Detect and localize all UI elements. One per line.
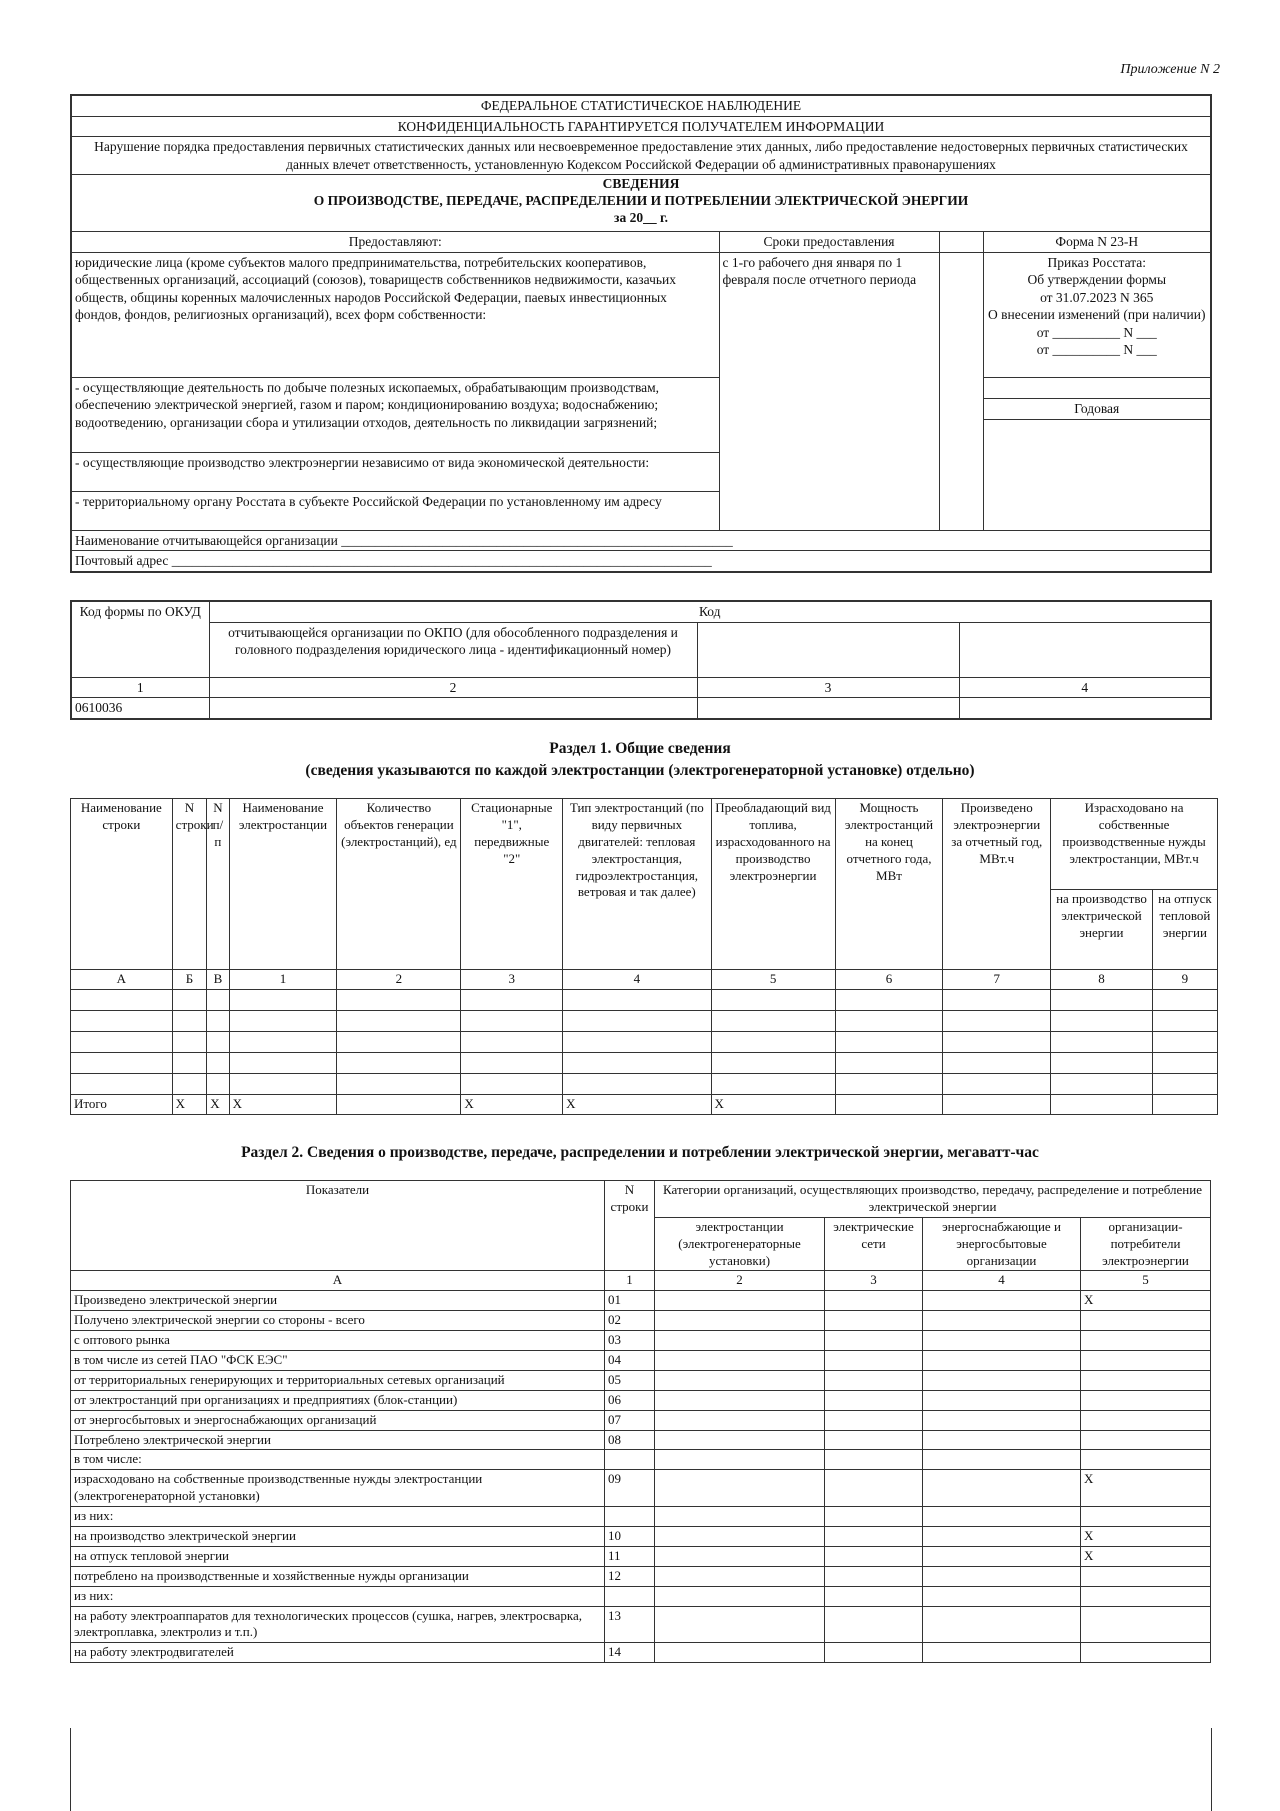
value-cell-grids [825,1430,923,1450]
value-cell-power-stations [655,1351,825,1371]
s1-blank-row [71,989,1218,1010]
value-cell-consumers [1081,1311,1211,1331]
codes-table [70,600,1212,720]
continued-table-edge [70,1728,1212,1811]
s1-h-own-needs: Израсходовано на собственные производственные нужды электростанции, МВт.ч [1051,799,1218,890]
table-row [71,1606,1211,1643]
indicator-label: Потреблено электрической энергии [71,1430,605,1450]
s2-h-suppliers: энергоснабжающие и энергосбытовые организации [923,1217,1081,1271]
value-cell-consumers [1081,1643,1211,1663]
periodicity-blank [984,378,1211,399]
value-cell-consumers [1081,1507,1211,1527]
value-cell-consumers [1081,1390,1211,1410]
s1-code-cell: 4 [563,970,711,990]
line-number: 14 [605,1643,655,1663]
value-cell-grids [825,1370,923,1390]
indicator-label: с оптового рынка [71,1331,605,1351]
liability-warning: Нарушение порядка предоставления первичных статистических данных или несвоевременное предоставление этих данных, либо предоставление недостоверных первичных статистических данных влечет ответственность, установленную Кодексом Российской Федерации об административных правонарушениях [71,137,1211,175]
table-row [71,1546,1211,1566]
s1-code-cell: А [71,970,173,990]
s1-code-cell: 8 [1051,970,1153,990]
order-line-6: от __________ N ___ [1036,342,1157,358]
value-cell-consumers [1081,1566,1211,1586]
value-cell-power-stations [655,1410,825,1430]
s1-total-cell [1051,1094,1153,1114]
table-row [71,1450,1211,1470]
value-cell-power-stations [655,1470,825,1507]
indicator-label: потреблено на производственные и хозяйственные нужды организации [71,1566,605,1586]
line-number: 09 [605,1470,655,1507]
s1-total-cell [835,1094,943,1114]
value-cell-suppliers [923,1450,1081,1470]
indicator-label: на производство электрической энергии [71,1527,605,1547]
order-line-2: Об утверждении формы [1027,272,1167,288]
line-number [605,1586,655,1606]
line-number: 12 [605,1566,655,1586]
value-cell-grids [825,1351,923,1371]
value-cell-suppliers [923,1430,1081,1450]
value-cell-consumers: X [1081,1546,1211,1566]
line-number: 03 [605,1331,655,1351]
s1-h-own-needs-production: на производство электрической энергии [1051,890,1153,970]
section2-title: Раздел 2. Сведения о производстве, передаче, распределении и потреблении электрической энергии, мегаватт-час [241,1144,1039,1161]
table-row [71,1586,1211,1606]
s2-h-categories: Категории организаций, осуществляющих производство, передачу, распределение и потребление электрической энергии [655,1181,1211,1218]
value-cell-suppliers [923,1643,1081,1663]
submitter-text-1: юридические лица (кроме субъектов малого предпринимательства, потребительских кооперативов, общественных организаций, ассоциаций (союзов), товариществ собственников недвижимости, казачьих обществ, общины коренных малочисленных народов Российской Федерации, паевых инвестиционных фондов, фондов, религиозных организаций), всех форм собственности: [71,252,719,377]
value-cell-consumers [1081,1331,1211,1351]
value-cell-suppliers [923,1527,1081,1547]
value-cell-grids [825,1311,923,1331]
s2-code-cell: 1 [605,1271,655,1291]
code-value-4 [959,698,1211,719]
code-num-4: 4 [959,677,1211,698]
s1-total-cell: X [563,1094,711,1114]
value-cell-consumers: X [1081,1470,1211,1507]
value-cell-grids [825,1331,923,1351]
s2-h-line-no: N строки [605,1181,655,1271]
table-row [71,1566,1211,1586]
value-cell-consumers [1081,1450,1211,1470]
code-blank-3 [697,622,959,677]
code-num-2: 2 [209,677,697,698]
form-title [71,175,1211,232]
indicator-label: Получено электрической энергии со стороны - всего [71,1311,605,1331]
value-cell-grids [825,1566,923,1586]
s1-h-fuel: Преобладающий вид топлива, израсходованного на производство электроэнергии [711,799,835,970]
s1-total-cell: X [207,1094,229,1114]
code-label: Код [209,601,1211,622]
s1-total-cell: X [172,1094,207,1114]
s1-total-cell: X [229,1094,337,1114]
value-cell-grids [825,1606,923,1643]
s1-total-cell: X [711,1094,835,1114]
table-row [71,1331,1211,1351]
indicator-label: в том числе: [71,1450,605,1470]
indicator-label: израсходовано на собственные производственные нужды электростанции (электрогенераторной установки) [71,1470,605,1507]
table-row [71,1291,1211,1311]
form-title-line-2: О ПРОИЗВОДСТВЕ, ПЕРЕДАЧЕ, РАСПРЕДЕЛЕНИИ И ПОТРЕБЛЕНИИ ЭЛЕКТРИЧЕСКОЙ ЭНЕРГИИ [313,193,969,209]
value-cell-power-stations [655,1546,825,1566]
indicator-label: на работу электроаппаратов для технологических процессов (сушка, нагрев, электросварка, электроплавка, электролиз и т.п.) [71,1606,605,1643]
s1-code-cell: Б [172,970,207,990]
section1-title-line-1: Раздел 1. Общие сведения [549,740,731,757]
s2-body [71,1291,1211,1663]
section1-table [70,798,1218,1115]
value-cell-suppliers [923,1566,1081,1586]
order-line-3: от 31.07.2023 N 365 [1040,289,1154,305]
line-number: 01 [605,1291,655,1311]
value-cell-suppliers [923,1351,1081,1371]
s1-code-cell: 5 [711,970,835,990]
col-form-number: Форма N 23-Н [983,232,1211,253]
confidentiality-notice: КОНФИДЕНЦИАЛЬНОСТЬ ГАРАНТИРУЕТСЯ ПОЛУЧАТЕЛЕМ ИНФОРМАЦИИ [71,116,1211,137]
line-number: 13 [605,1606,655,1643]
indicator-label: от электростанций при организациях и предприятиях (блок-станции) [71,1390,605,1410]
line-number [605,1507,655,1527]
table-row [71,1430,1211,1450]
s1-h-item-no: N п/п [207,799,229,970]
form-header-table [70,94,1212,573]
value-cell-power-stations [655,1370,825,1390]
value-cell-power-stations [655,1291,825,1311]
s1-blank-row [71,1010,1218,1031]
value-cell-power-stations [655,1311,825,1331]
value-cell-consumers: X [1081,1527,1211,1547]
value-cell-consumers [1081,1351,1211,1371]
s1-code-cell: 7 [943,970,1051,990]
submitter-text-4: - территориальному органу Росстата в субъекте Российской Федерации по установленному им адресу [71,491,719,530]
table-row [71,1410,1211,1430]
s1-blank-row [71,1052,1218,1073]
value-cell-consumers [1081,1430,1211,1450]
s2-codes-row [71,1271,1211,1291]
s2-code-cell: 2 [655,1271,825,1291]
value-cell-suppliers [923,1311,1081,1331]
line-number: 11 [605,1546,655,1566]
table-row [71,1311,1211,1331]
value-cell-grids [825,1643,923,1663]
section2-table [70,1180,1211,1663]
value-cell-power-stations [655,1430,825,1450]
code-num-1: 1 [71,677,209,698]
line-number: 10 [605,1527,655,1547]
table-row [71,1527,1211,1547]
s2-h-power-stations: электростанции (электрогенераторные установки) [655,1217,825,1271]
order-line-5: от __________ N ___ [1036,324,1157,340]
value-cell-grids [825,1450,923,1470]
s1-code-cell: 6 [835,970,943,990]
submission-terms: с 1-го рабочего дня января по 1 февраля после отчетного периода [719,252,939,530]
value-cell-consumers [1081,1606,1211,1643]
periodicity-value: Годовая [984,399,1211,420]
okpo-value [209,698,697,719]
s1-code-cell: В [207,970,229,990]
s2-code-cell: 3 [825,1271,923,1291]
form-title-line-1: СВЕДЕНИЯ [602,176,680,192]
postal-address: Почтовый адрес ________________________________________________________________________________ [71,551,1211,572]
code-value-3 [697,698,959,719]
s1-total-row [71,1094,1218,1114]
okud-value: 0610036 [71,698,209,719]
indicator-label: от энергосбытовых и энергоснабжающих организаций [71,1410,605,1430]
value-cell-grids [825,1410,923,1430]
federal-observation-title: ФЕДЕРАЛЬНОЕ СТАТИСТИЧЕСКОЕ НАБЛЮДЕНИЕ [71,95,1211,116]
value-cell-suppliers [923,1370,1081,1390]
table-row [71,1507,1211,1527]
line-number [605,1450,655,1470]
indicator-label: на отпуск тепловой энергии [71,1546,605,1566]
table-row [71,1351,1211,1371]
submitter-text-3: - осуществляющие производство электроэнергии независимо от вида экономической деятельности: [71,452,719,491]
value-cell-grids [825,1546,923,1566]
s1-blank-row [71,1031,1218,1052]
value-cell-power-stations [655,1527,825,1547]
line-number: 06 [605,1390,655,1410]
s2-code-cell: 5 [1081,1271,1211,1291]
indicator-label: в том числе из сетей ПАО "ФСК ЕЭС" [71,1351,605,1371]
value-cell-suppliers [923,1410,1081,1430]
value-cell-suppliers [923,1586,1081,1606]
indicator-label: из них: [71,1586,605,1606]
form-title-line-3: за 20__ г. [614,209,668,225]
s1-h-capacity: Мощность электростанций на конец отчетного года, МВт [835,799,943,970]
value-cell-consumers [1081,1410,1211,1430]
s1-blank-row [71,1073,1218,1094]
s1-h-row-name: Наименование строки [71,799,173,970]
indicator-label: Произведено электрической энергии [71,1291,605,1311]
value-cell-suppliers [923,1507,1081,1527]
value-cell-suppliers [923,1546,1081,1566]
value-cell-power-stations [655,1643,825,1663]
indicator-label: из них: [71,1507,605,1527]
value-cell-power-stations [655,1450,825,1470]
blank-column [939,252,983,530]
value-cell-suppliers [923,1291,1081,1311]
table-row [71,1390,1211,1410]
s1-total-cell: X [461,1094,563,1114]
appendix-label: Приложение N 2 [1120,62,1220,77]
table-row [71,1470,1211,1507]
s2-h-indicators: Показатели [71,1181,605,1271]
s1-h-station-name: Наименование электростанции [229,799,337,970]
line-number: 02 [605,1311,655,1331]
s1-code-cell: 9 [1152,970,1217,990]
s1-code-cell: 3 [461,970,563,990]
s1-h-own-needs-heat: на отпуск тепловой энергии [1152,890,1217,970]
col-submitters-heading: Предоставляют: [71,232,719,253]
table-row [71,1370,1211,1390]
s2-code-cell: А [71,1271,605,1291]
value-cell-consumers [1081,1370,1211,1390]
value-cell-suppliers [923,1390,1081,1410]
value-cell-power-stations [655,1507,825,1527]
value-cell-grids [825,1291,923,1311]
s2-code-cell: 4 [923,1271,1081,1291]
s1-h-produced: Произведено электроэнергии за отчетный год, МВт.ч [943,799,1051,970]
s1-code-cell: 1 [229,970,337,990]
line-number: 05 [605,1370,655,1390]
s1-total-cell [337,1094,461,1114]
col-blank-heading [939,232,983,253]
value-cell-consumers [1081,1586,1211,1606]
line-number: 08 [605,1430,655,1450]
s2-h-consumers: организации-потребители электроэнергии [1081,1217,1211,1271]
value-cell-grids [825,1527,923,1547]
indicator-label: на работу электродвигателей [71,1643,605,1663]
line-number: 07 [605,1410,655,1430]
line-number: 04 [605,1351,655,1371]
s1-total-cell [943,1094,1051,1114]
value-cell-power-stations [655,1390,825,1410]
s2-h-grids: электрические сети [825,1217,923,1271]
value-cell-grids [825,1470,923,1507]
rosstat-order [983,252,1211,377]
value-cell-grids [825,1507,923,1527]
code-num-3: 3 [697,677,959,698]
value-cell-consumers: X [1081,1291,1211,1311]
value-cell-suppliers [923,1606,1081,1643]
value-cell-grids [825,1586,923,1606]
order-line-4: О внесении изменений (при наличии) [987,307,1206,323]
table-row [71,1643,1211,1663]
col-terms-heading: Сроки предоставления [719,232,939,253]
s1-h-stationary: Стационарные "1", передвижные "2" [461,799,563,970]
s1-codes-row [71,970,1218,990]
value-cell-suppliers [923,1470,1081,1507]
s1-h-station-type: Тип электростанций (по виду первичных двигателей: тепловая электростанция, гидроэлектростанция, ветровая и так далее) [563,799,711,970]
submitter-text-2: - осуществляющие деятельность по добыче полезных ископаемых, обрабатывающим производствам, обеспечению электрической энергией, газом и паром; кондиционированию воздуха; водоснабжению; водоотведению, организации сбора и утилизации отходов, деятельность по ликвидации загрязнений; [71,377,719,452]
reporting-org-name: Наименование отчитывающейся организации __________________________________________________________ [71,530,1211,551]
value-cell-suppliers [923,1331,1081,1351]
okud-label: Код формы по ОКУД [71,601,209,677]
value-cell-power-stations [655,1566,825,1586]
periodicity-cell [983,377,1211,530]
indicator-label: от территориальных генерирующих и территориальных сетевых организаций [71,1370,605,1390]
value-cell-power-stations [655,1606,825,1643]
s1-code-cell: 2 [337,970,461,990]
value-cell-grids [825,1390,923,1410]
order-line-1: Приказ Росстата: [1047,254,1147,270]
okpo-label: отчитывающейся организации по ОКПО (для обособленного подразделения и головного подразделения юридического лица - идентификационный номер) [209,622,697,677]
s1-h-line-no: N строки [172,799,207,970]
s1-total-label: Итого [71,1094,173,1114]
s1-total-cell [1152,1094,1217,1114]
s1-h-object-count: Количество объектов генерации (электростанций), ед [337,799,461,970]
section1-title-line-2: (сведения указываются по каждой электростанции (электрогенераторной установке) отдельно) [305,761,975,779]
value-cell-power-stations [655,1586,825,1606]
code-blank-4 [959,622,1211,677]
value-cell-power-stations [655,1331,825,1351]
section1-title [0,738,1280,781]
